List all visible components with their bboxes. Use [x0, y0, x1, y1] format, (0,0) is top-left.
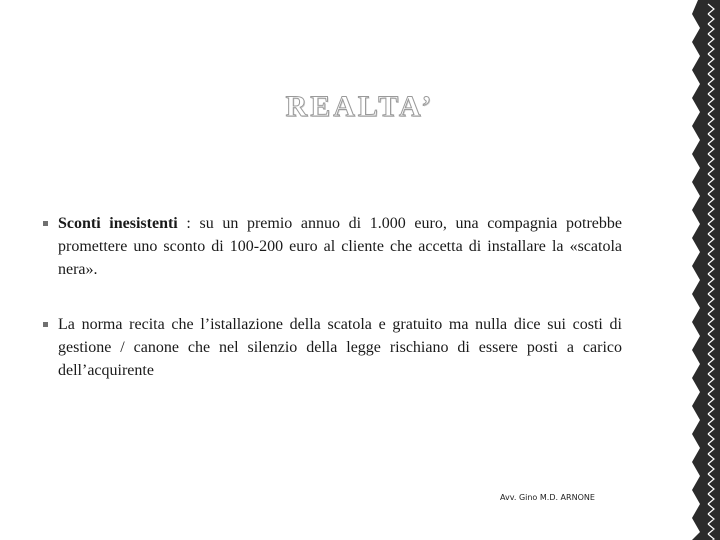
- bullet-text: : su un premio annuo di 1.000 euro, una compagnia potrebbe promettere uno sconto di 100-200 euro al cliente che accetta di installare la «scatola nera».: [58, 215, 622, 278]
- bullet-item-norma: [40, 313, 622, 382]
- square-bullet-icon: [43, 221, 48, 226]
- author-footer: Avv. Gino M.D. ARNONE: [500, 493, 595, 502]
- slide-title: REALTA’: [285, 90, 435, 123]
- square-bullet-icon: [43, 322, 48, 327]
- decorative-side-border: [680, 0, 720, 540]
- bullet-item-sconti: [40, 212, 622, 281]
- bullet-list: [40, 212, 622, 414]
- bullet-term: Sconti inesistenti: [58, 215, 178, 232]
- bullet-text: La norma recita che l’istallazione della scatola e gratuito ma nulla dice sui costi di gestione / canone che nel silenzio della legge rischiano di essere posti a carico dell’acquirente: [58, 316, 622, 379]
